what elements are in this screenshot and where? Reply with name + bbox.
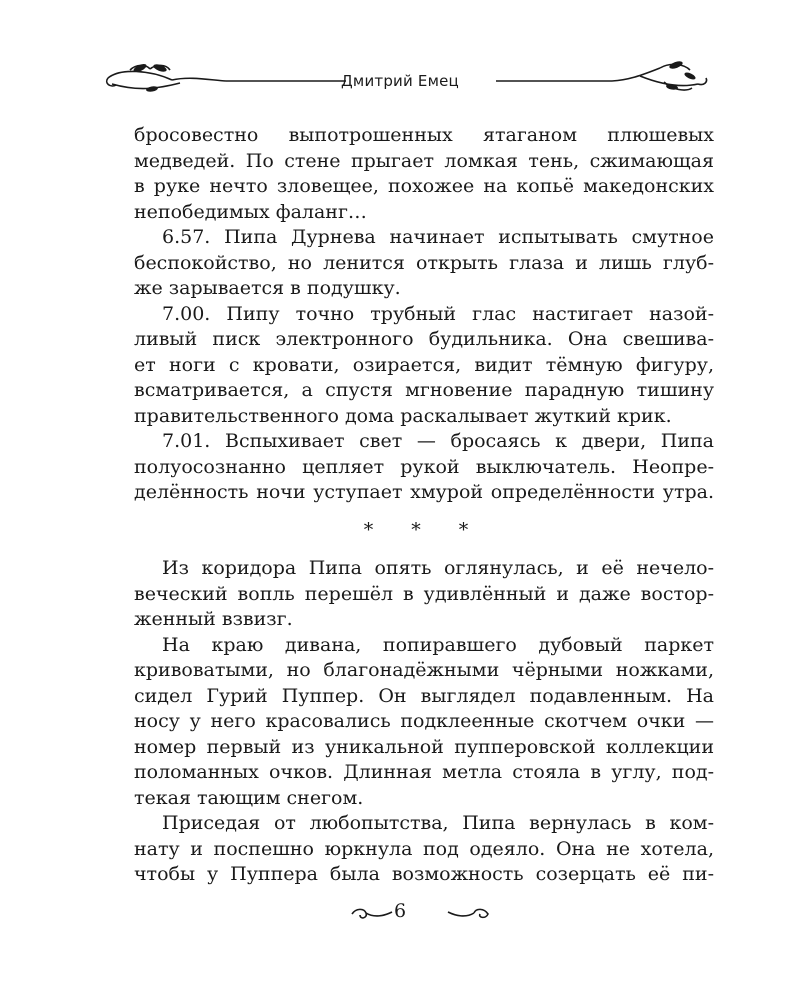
page-footer bbox=[0, 898, 800, 928]
text-line: чтобы у Пуппера была возможность созерцать её пи- bbox=[134, 863, 714, 885]
text-line: поломанных очков. Длинная метла стояла в углу, под- bbox=[134, 761, 714, 783]
text-line: полуосознанно цепляет рукой выключатель. Неопре- bbox=[134, 455, 714, 478]
text-line: Из коридора Пипа опять оглянулась, и её нечело- bbox=[162, 557, 714, 579]
text-line: правительственного дома раскалывает жуткий крик. bbox=[134, 404, 672, 427]
text-line: беспокойство, но ленится открыть глаза и лишь глуб- bbox=[134, 251, 714, 274]
text-line: сидел Гурий Пуппер. Он выглядел подавленным. На bbox=[134, 684, 714, 707]
text-line: Приседая от любопытства, Пипа вернулась в ком- bbox=[162, 812, 714, 834]
page-header bbox=[0, 56, 800, 116]
text-line: делённость ночи уступает хмурой определённости утра. bbox=[134, 481, 714, 503]
text-line: На краю дивана, попиравшего дубовый паркет bbox=[162, 633, 714, 656]
text-line: текая тающим снегом. bbox=[134, 786, 364, 809]
text-line: кривоватыми, но благонадёжными чёрными ножками, bbox=[134, 659, 714, 681]
text-line: ливый писк электронного будильника. Она свешива- bbox=[134, 328, 714, 350]
text-line: носу у него красовались подклеенные скотчем очки — bbox=[134, 710, 714, 732]
section-separator: * * * bbox=[363, 518, 485, 541]
page-text bbox=[134, 123, 714, 888]
page-number: 6 bbox=[393, 900, 407, 922]
text-line: женный взвизг. bbox=[134, 608, 293, 630]
text-line: номер первый из уникальной пупперовской коллекции bbox=[134, 735, 714, 758]
text-line: нату и поспешно юркнула под одеяло. Она не хотела, bbox=[134, 837, 714, 860]
text-line: веческий вопль перешёл в удивлённый и даже востор- bbox=[134, 582, 714, 605]
text-line: непобедимых фаланг… bbox=[134, 200, 367, 223]
text-line: медведей. По стене прыгает ломкая тень, сжимающая bbox=[134, 149, 714, 172]
text-line: всматривается, а спустя мгновение парадную тишину bbox=[134, 379, 714, 401]
running-head-author: Дмитрий Емец bbox=[341, 72, 459, 90]
text-line: ет ноги с кровати, озирается, видит тёмную фигуру, bbox=[134, 353, 714, 376]
text-line: 6.57. Пипа Дурнева начинает испытывать смутное bbox=[162, 226, 714, 248]
text-line: бросовестно выпотрошенных ятаганом плюшевых bbox=[134, 124, 714, 146]
text-line: в руке нечто зловещее, похожее на копьё македонских bbox=[134, 175, 714, 197]
text-line: 7.01. Вспыхивает свет — бросаясь к двери, Пипа bbox=[162, 430, 714, 452]
text-line: же зарывается в подушку. bbox=[134, 277, 401, 299]
text-line: 7.00. Пипу точно трубный глас настигает назой- bbox=[162, 302, 714, 325]
